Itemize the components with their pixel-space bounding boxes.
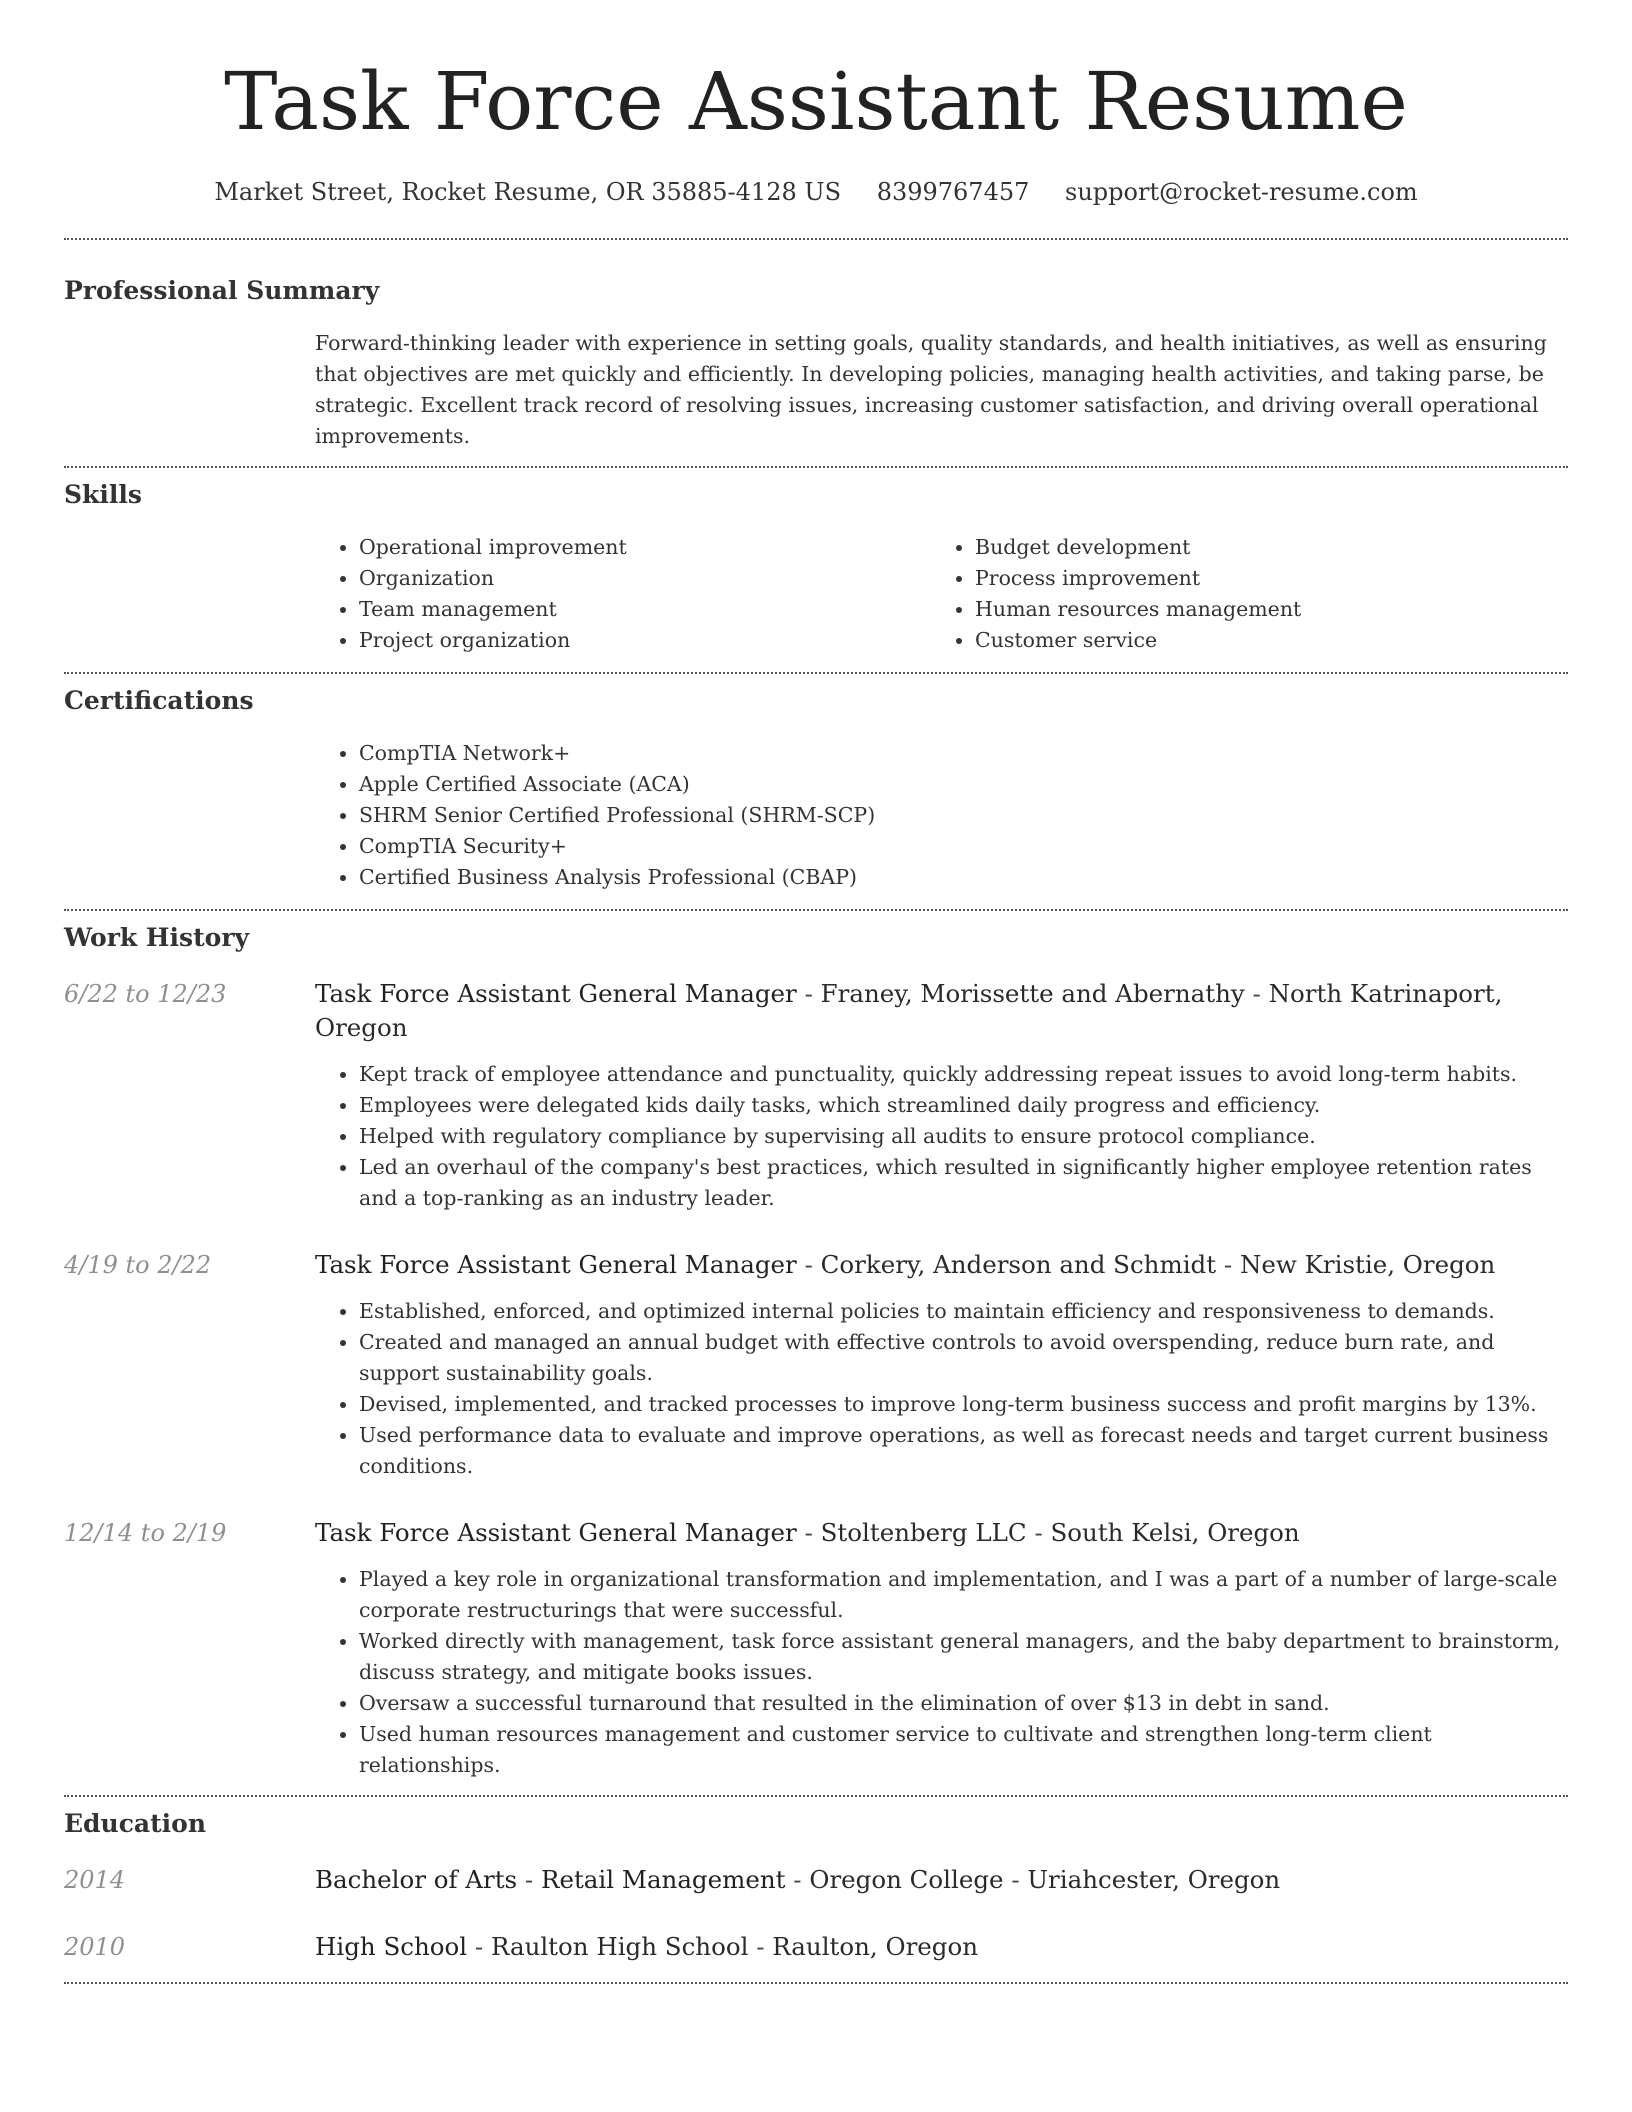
education-year: 2010	[64, 1933, 126, 1961]
job-entry	[64, 977, 1568, 1214]
list-item: • Employees were delegated kids daily tasks, which streamlined daily progress and efficiency.	[359, 1090, 1568, 1121]
certifications-content	[315, 738, 1568, 893]
page-title: Task Force Assistant Resume	[224, 55, 1408, 148]
job-entry	[64, 1516, 1568, 1781]
separator: -	[804, 979, 813, 1008]
separator: -	[1223, 1250, 1233, 1279]
contact-email: support@rocket-resume.com	[1065, 178, 1418, 206]
education-heading	[315, 1863, 1568, 1897]
separator: -	[524, 1865, 534, 1894]
section-heading-skills: Skills	[64, 480, 142, 509]
education-location: Raulton, Oregon	[772, 1932, 978, 1961]
list-item: • Led an overhaul of the company's best practices, which resulted in significantly higher employee retention rates and a top-ranking as an industry leader.	[359, 1152, 1568, 1214]
education-location: Uriahcester, Oregon	[1027, 1865, 1281, 1894]
list-item: • Organization	[359, 563, 931, 594]
list-item: • CompTIA Security+	[359, 831, 1568, 862]
list-item: • Budget development	[975, 532, 1301, 563]
certifications-list	[315, 738, 1568, 893]
separator: -	[804, 1518, 813, 1547]
list-item: • Project organization	[359, 625, 931, 656]
skills-list-right	[931, 532, 1301, 656]
list-item: • Human resources management	[975, 594, 1301, 625]
list-item: • Operational improvement	[359, 532, 931, 563]
list-item: • Customer service	[975, 625, 1301, 656]
job-location: North Katrinaport, Oregon	[315, 979, 1503, 1042]
list-item: • Played a key role in organizational transformation and implementation, and I was a part of a number of large-scale corporate restructurings that were successful.	[359, 1564, 1568, 1626]
job-title: Task Force Assistant General Manager	[315, 979, 797, 1008]
separator: -	[1252, 979, 1261, 1008]
section-heading-summary: Professional Summary	[64, 276, 380, 305]
separator: -	[1011, 1865, 1020, 1894]
job-bullets	[315, 1296, 1568, 1482]
divider	[64, 1982, 1568, 1984]
job-title: Task Force Assistant General Manager	[315, 1518, 797, 1547]
job-bullets	[315, 1059, 1568, 1214]
list-item: • Team management	[359, 594, 931, 625]
contact-phone: 8399767457	[876, 178, 1030, 206]
section-skills	[64, 468, 1568, 656]
summary-text: Forward-thinking leader with experience in setting goals, quality standards, and health initiatives, as well as ensuring that objectives are met quickly and efficiently. In developing policies, managing health activities, and taking parse, be strategic. Excellent track record of resolving issues, increasing customer satisfaction, and driving overall operational improvements.	[315, 331, 1547, 448]
section-certifications	[64, 674, 1568, 893]
contact-line	[64, 176, 1568, 208]
list-item: • Helped with regulatory compliance by supervising all audits to ensure protocol compliance.	[359, 1121, 1568, 1152]
job-company: Stoltenberg LLC	[820, 1518, 1027, 1547]
list-item: • Created and managed an annual budget with effective controls to avoid overspending, reduce burn rate, and support sustainability goals.	[359, 1327, 1568, 1389]
separator: -	[474, 1932, 484, 1961]
education-heading	[315, 1930, 1568, 1964]
job-location: South Kelsi, Oregon	[1050, 1518, 1300, 1547]
job-bullet-list	[315, 1059, 1568, 1214]
list-item: • SHRM Senior Certified Professional (SHRM-SCP)	[359, 800, 1568, 831]
education-entry	[64, 1930, 1568, 1964]
list-item: • Established, enforced, and optimized internal policies to maintain efficiency and responsiveness to demands.	[359, 1296, 1568, 1327]
list-item: • Oversaw a successful turnaround that resulted in the elimination of over $13 in debt in sand.	[359, 1688, 1568, 1719]
resume-header	[64, 0, 1568, 208]
job-heading	[315, 1248, 1568, 1282]
education-school: Oregon College	[809, 1865, 1004, 1894]
job-company: Corkery, Anderson and Schmidt	[820, 1250, 1217, 1279]
section-heading-work: Work History	[64, 923, 250, 952]
education-school: Raulton High School	[490, 1932, 749, 1961]
list-item: • Certified Business Analysis Professional (CBAP)	[359, 862, 1568, 893]
education-degree: High School	[315, 1932, 468, 1961]
list-item: • Worked directly with management, task force assistant general managers, and the baby department to brainstorm, discuss strategy, and mitigate books issues.	[359, 1626, 1568, 1688]
section-summary	[64, 240, 1568, 452]
skills-content	[315, 532, 1568, 656]
list-item: • Used performance data to evaluate and improve operations, as well as forecast needs and target current business conditions.	[359, 1420, 1568, 1482]
job-dates: 6/22 to 12/23	[64, 980, 227, 1008]
list-item: • Kept track of employee attendance and punctuality, quickly addressing repeat issues to avoid long-term habits.	[359, 1059, 1568, 1090]
job-bullet-list	[315, 1296, 1568, 1482]
list-item: • Process improvement	[975, 563, 1301, 594]
education-degree: Bachelor of Arts	[315, 1865, 518, 1894]
contact-address: Market Street, Rocket Resume, OR 35885-4128 US	[214, 178, 842, 206]
list-item: • Apple Certified Associate (ACA)	[359, 769, 1568, 800]
section-heading-certifications: Certifications	[64, 686, 254, 715]
job-dates: 4/19 to 2/22	[64, 1251, 212, 1279]
education-field: Retail Management	[541, 1865, 786, 1894]
section-work-history	[64, 911, 1568, 1781]
list-item: • Devised, implemented, and tracked processes to improve long-term business success and profit margins by 13%.	[359, 1389, 1568, 1420]
separator: -	[793, 1865, 802, 1894]
job-location: New Kristie, Oregon	[1239, 1250, 1496, 1279]
summary-content	[315, 328, 1568, 452]
job-bullets	[315, 1564, 1568, 1781]
separator: -	[756, 1932, 765, 1961]
job-title: Task Force Assistant General Manager	[315, 1250, 797, 1279]
education-year: 2014	[64, 1866, 126, 1894]
education-entry	[64, 1863, 1568, 1897]
job-entry	[64, 1248, 1568, 1482]
separator: -	[804, 1250, 813, 1279]
section-education	[64, 1797, 1568, 1964]
job-heading	[315, 977, 1568, 1045]
job-bullet-list	[315, 1564, 1568, 1781]
list-item: • Used human resources management and customer service to cultivate and strengthen long-term client relationships.	[359, 1719, 1568, 1781]
list-item: • CompTIA Network+	[359, 738, 1568, 769]
job-dates: 12/14 to 2/19	[64, 1519, 227, 1547]
skills-list-left	[315, 532, 931, 656]
job-heading	[315, 1516, 1568, 1550]
skills-columns	[315, 532, 1568, 656]
separator: -	[1034, 1518, 1043, 1547]
job-company: Franey, Morissette and Abernathy	[820, 979, 1245, 1008]
section-heading-education: Education	[64, 1809, 207, 1838]
